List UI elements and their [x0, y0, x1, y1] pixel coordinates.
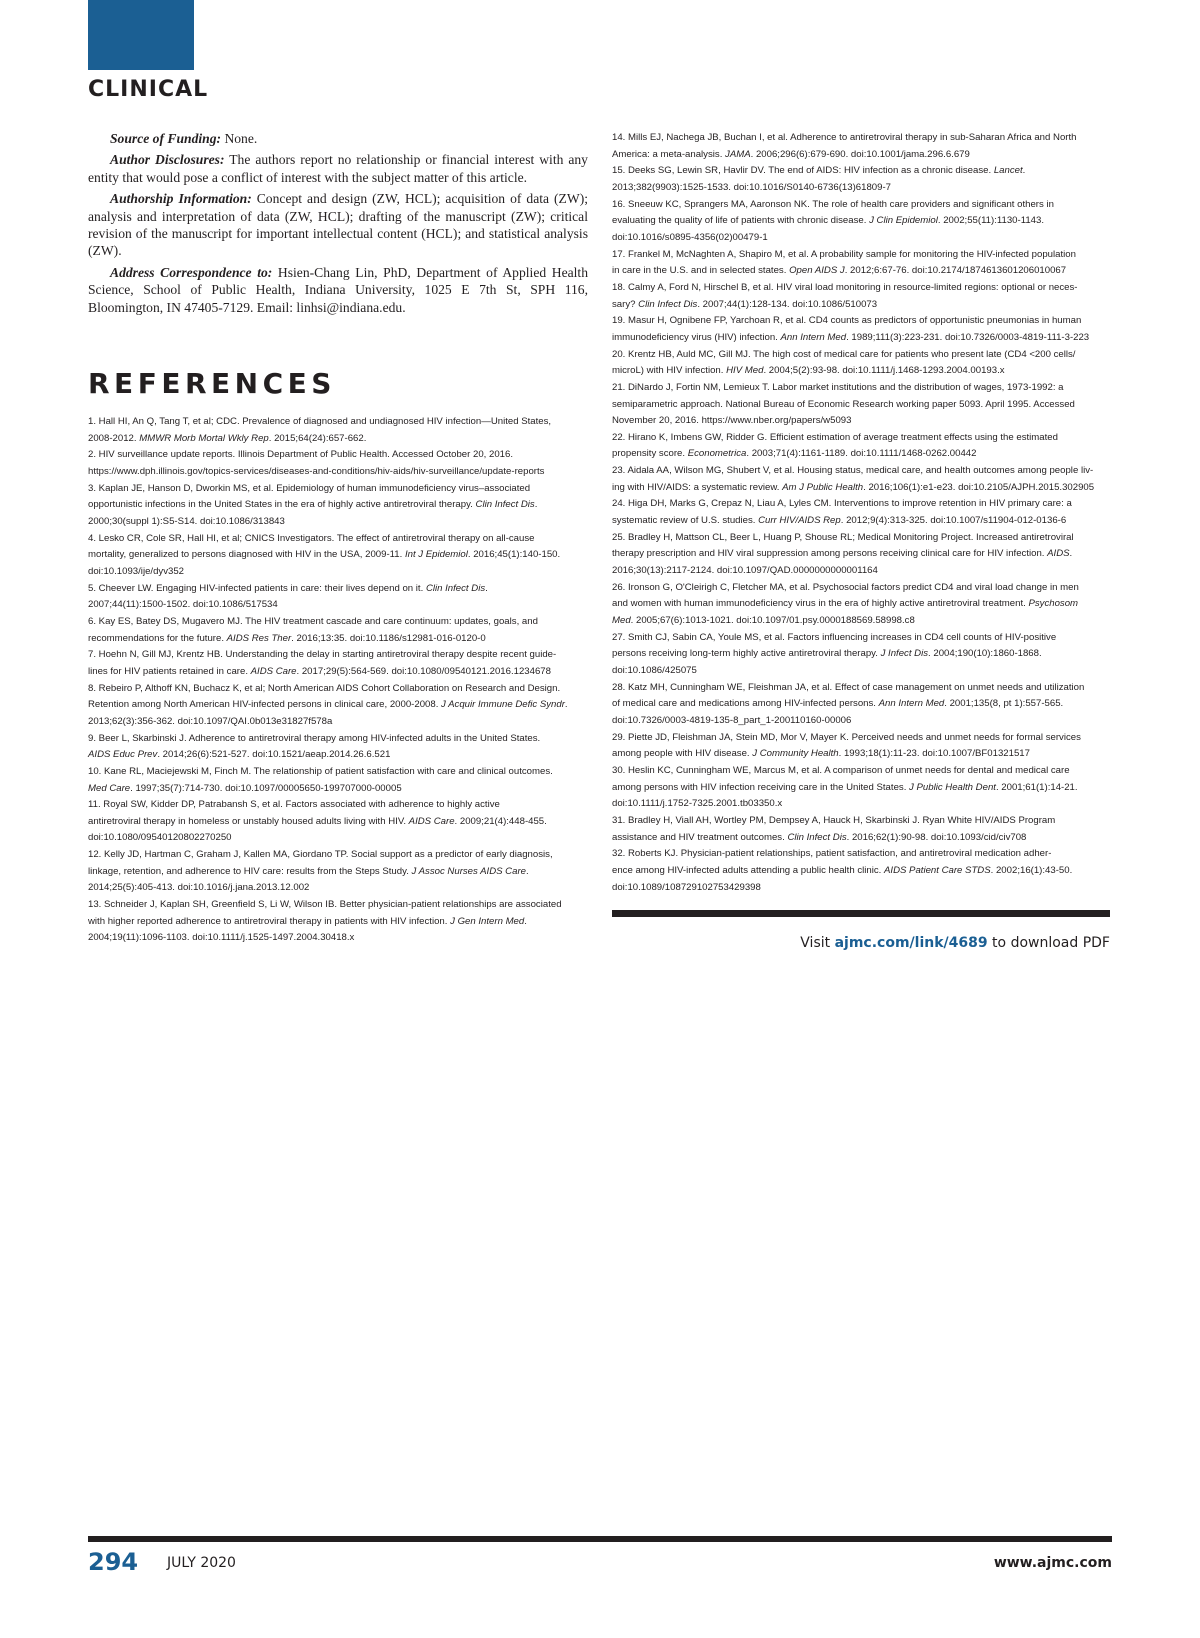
reference-citation: . 2012;9(4):313-325. doi:10.1007/s11904-012-0136-6 [840, 515, 1067, 527]
reference-journal: Am J Public Health [782, 481, 864, 493]
reference-citation: . 2012;6:67-76. doi:10.2174/1874613601206010067 [844, 265, 1067, 277]
reference-citation: . 2014;25(5):405-413. doi:10.1016/j.jana.2013.12.002 [88, 865, 529, 894]
references-list-left [88, 414, 588, 947]
reference-item [612, 313, 1112, 346]
reference-journal: HIV Med [726, 365, 764, 377]
reference-journal: Clin Infect Dis [425, 582, 486, 594]
reference-item [612, 580, 1112, 630]
reference-item [612, 730, 1112, 763]
reference-item [88, 797, 588, 847]
site-url[interactable]: www.ajmc.com [993, 1555, 1112, 1571]
reference-citation: . 2005;67(6):1013-1021. doi:10.1097/01.psy.0000188569.58998.c8 [630, 615, 915, 627]
reference-item [612, 496, 1112, 529]
references-heading: REFERENCES [88, 367, 336, 401]
info-label: Author Disclosures: [110, 152, 225, 168]
references-list-right [612, 130, 1112, 896]
reference-journal: Int J Epidemiol [404, 549, 468, 561]
reference-citation: . 1989;111(3):223-231. doi:10.7326/0003-4819-111-3-223 [846, 331, 1090, 343]
reference-citation: . 2016;106(1):e1-e23. doi:10.2105/AJPH.2015.302905 [863, 481, 1095, 493]
reference-citation: . 2000;30(suppl 1):S5-S14. doi:10.1086/313843 [88, 499, 538, 527]
reference-item [88, 897, 588, 947]
divider-rule [612, 910, 1110, 917]
reference-journal: JAMA [725, 148, 751, 160]
reference-text: 13. Schneider J, Kaplan SH, Greenfield S, Li W, Wilson IB. Better physician-patient relationships are associated with higher reported adherence to antiretroviral therapy in patients with HIV infection. [88, 899, 562, 927]
info-text: Concept and design (ZW, HCL); acquisition of data (ZW); analysis and interpretation of data (ZW, HCL); drafting of the manuscript (ZW); critical revision of the manuscript for important intellectual content (HCL); and statistical analysis (ZW). [88, 191, 588, 259]
reference-text: 26. Ironson G, O'Cleirigh C, Fletcher MA, et al. Psychosocial factors predict CD4 and viral load change in men and women with human immunodeficiency virus in the era of highly active antiretroviral treatment. [612, 581, 1079, 610]
reference-text: 2. HIV surveillance update reports. Illinois Department of Public Health. Accessed October 20, 2016. https://www.dph.illinois.gov/topics-services/diseases-and-conditions/hiv-aids/hiv-surveillance/update-reports [88, 449, 545, 478]
reference-journal: J Assoc Nurses AIDS Care [411, 865, 526, 877]
reference-citation: . 2003;71(4):1161-1189. doi:10.1111/1468-0262.00442 [746, 448, 977, 460]
reference-text: 14. Mills EJ, Nachega JB, Buchan I, et al. Adherence to antiretroviral therapy in sub-Saharan Africa and North America: a meta-analysis. [612, 132, 1077, 160]
reference-text: 11. Royal SW, Kidder DP, Patrabansh S, et al. Factors associated with adherence to highly active antiretroviral therapy in homeless or unstably housed adults living with HIV. [88, 799, 500, 827]
download-link[interactable]: ajmc.com/link/4689 [834, 935, 988, 952]
reference-text: 1. Hall HI, An Q, Tang T, et al; CDC. Prevalence of diagnosed and undiagnosed HIV infection—United States, 2008-2012. [88, 416, 552, 444]
info-paragraph [88, 130, 588, 147]
reference-item [612, 280, 1112, 313]
reference-text: 7. Hoehn N, Gill MJ, Krentz HB. Understanding the delay in starting antiretroviral therapy despite recent guide- lines for HIV patients retained in care. [88, 649, 557, 677]
left-column [88, 130, 588, 947]
reference-citation: . 2004;19(11):1096-1103. doi:10.1111/j.1525-1497.2004.30418.x [88, 915, 527, 944]
reference-item [88, 764, 588, 797]
reference-journal: J Infect Dis [880, 648, 929, 660]
reference-citation: . 2013;382(9903):1525-1533. doi:10.1016/S0140-6736(13)61809-7 [612, 165, 1026, 193]
reference-journal: AIDS Care [408, 815, 455, 827]
reference-text: 17. Frankel M, McNaghten A, Shapiro M, et al. A probability sample for monitoring the HIV-infected population in care in the U.S. and in selected states. [612, 248, 1076, 277]
reference-journal: J Community Health [752, 748, 839, 760]
reference-item [88, 614, 588, 647]
reference-item [612, 347, 1112, 380]
reference-text: 19. Masur H, Ognibene FP, Yarchoan R, et al. CD4 counts as predictors of opportunistic pneumonias in human immunodeficiency virus (HIV) infection. [612, 315, 1082, 343]
reference-citation: . 2016;62(1):90-98. doi:10.1093/cid/civ708 [846, 831, 1027, 843]
reference-journal: AIDS [1047, 548, 1070, 560]
download-suffix: to download PDF [987, 935, 1110, 952]
reference-text: 29. Piette JD, Fleishman JA, Stein MD, Mor V, Mayer K. Perceived needs and unmet needs for formal services among people with HIV disease. [612, 731, 1081, 760]
reference-item [612, 463, 1112, 496]
reference-citation: . 2007;44(1):128-134. doi:10.1086/510073 [697, 298, 878, 310]
info-text: The authors report no relationship or financial interest with any entity that would pose a conflict of interest with the subject matter of this article. [88, 152, 588, 185]
reference-journal: Open AIDS J [789, 265, 845, 277]
reference-item [88, 481, 588, 531]
reference-citation: . 2009;21(4):448-455. doi:10.1080/09540120802270250 [88, 815, 547, 844]
reference-text: 16. Sneeuw KC, Sprangers MA, Aaronson NK. The role of health care providers and significant others in evaluating the quality of life of patients with chronic disease. [612, 198, 1054, 227]
issue-date: JULY 2020 [167, 1555, 236, 1571]
reference-text: 21. DiNardo J, Fortin NM, Lemieux T. Labor market institutions and the distribution of wages, 1973-1992: a semiparametric approach. National Bureau of Economic Research working paper 5093. April 1995. Accessed November 20, 2016. https://www.nber.org/papers/w5093 [612, 381, 1075, 427]
reference-text: 4. Lesko CR, Cole SR, Hall HI, et al; CNICS Investigators. The effect of antiretroviral therapy on all-cause mortality, generalized to persons diagnosed with HIV in the USA, 2009-11. [88, 532, 535, 561]
reference-item [612, 430, 1112, 463]
reference-item [88, 531, 588, 581]
reference-item [612, 130, 1112, 163]
reference-text: 3. Kaplan JE, Hanson D, Dworkin MS, et al. Epidemiology of human immunodeficiency virus–associated opportunistic infections in the United States in the era of highly active antiretroviral therapy. [88, 482, 531, 511]
reference-item [612, 813, 1112, 846]
info-paragraph [88, 190, 588, 260]
reference-citation: . 2007;44(11):1500-1502. doi:10.1086/517534 [88, 582, 488, 611]
reference-item [88, 847, 588, 897]
info-text: Hsien-Chang Lin, PhD, Department of Applied Health Science, School of Public Health, Indiana University, 1025 E 7th St, SPH 116, Bloomington, IN 47405-7129. Email: linhsi@indiana.edu. [88, 264, 589, 315]
info-label: Authorship Information: [110, 191, 252, 207]
reference-text: 31. Bradley H, Viall AH, Wortley PM, Dempsey A, Hauck H, Skarbinski J. Ryan White HIV/AIDS Program assistance and HIV treatment outcomes. [612, 814, 1056, 843]
info-label: Address Correspondence to: [110, 264, 273, 280]
reference-text: 22. Hirano K, Imbens GW, Ridder G. Efficient estimation of average treatment effects using the estimated propensity score. [612, 431, 1058, 460]
info-label: Source of Funding: [110, 131, 222, 146]
reference-journal: AIDS Care [250, 665, 297, 677]
info-paragraph [88, 151, 588, 186]
reference-item [88, 414, 588, 447]
footer-rule [88, 1536, 1112, 1542]
reference-journal: Ann Intern Med [878, 698, 945, 710]
reference-item [612, 630, 1112, 680]
reference-item [88, 731, 588, 764]
reference-citation: . 2014;26(6):521-527. doi:10.1521/aeap.2014.26.6.521 [157, 749, 391, 761]
download-pdf-line [612, 935, 1110, 951]
reference-journal: J Acquir Immune Defic Syndr [441, 699, 565, 711]
reference-journal: Clin Infect Dis [475, 499, 535, 511]
reference-item [612, 763, 1112, 813]
reference-citation: . 2001;61(1):14-21. doi:10.1111/j.1752-7325.2001.tb03350.x [612, 781, 1078, 810]
page-number: 294 [88, 1548, 139, 1576]
reference-journal: Econometrica [687, 448, 747, 460]
reference-text: 23. Aidala AA, Wilson MG, Shubert V, et al. Housing status, medical care, and health outcomes among people liv- ing with HIV/AIDS: a systematic review. [612, 465, 1094, 493]
reference-citation: . 1997;35(7):714-730. doi:10.1097/00005650-199707000-00005 [130, 782, 402, 794]
article-info [88, 130, 588, 316]
reference-citation: . 2001;135(8, pt 1):557-565. doi:10.7326/0003-4819-135-8_part_1-200110160-00006 [612, 698, 1064, 726]
info-paragraph [88, 264, 588, 316]
info-text: None. [221, 131, 258, 146]
reference-journal: Clin Infect Dis [787, 831, 847, 843]
reference-citation: . 2016;13:35. doi:10.1186/s12981-016-0120-0 [291, 632, 486, 644]
reference-journal: AIDS Patient Care STDS [884, 864, 991, 876]
reference-text: 25. Bradley H, Mattson CL, Beer L, Huang P, Shouse RL; Medical Monitoring Project. Increased antiretroviral therapy prescription and HIV viral suppression among persons receiving clinical care for HIV infection. [612, 531, 1074, 560]
reference-citation: . 2002;16(1):43-50. doi:10.1089/108729102753429398 [612, 864, 1073, 893]
reference-citation: . 2016;30(13):2117-2124. doi:10.1097/QAD.0000000000001164 [612, 548, 1073, 577]
reference-citation: . 2016;45(1):140-150. doi:10.1093/ije/dyv352 [88, 549, 561, 577]
reference-item [612, 197, 1112, 247]
reference-journal: J Gen Intern Med [450, 915, 525, 927]
reference-journal: Clin Infect Dis [638, 298, 698, 310]
reference-journal: Lancet [993, 165, 1023, 177]
reference-text: 27. Smith CJ, Sabin CA, Youle MS, et al. Factors influencing increases in CD4 cell counts of HIV-positive persons receiving long-term highly active antiretroviral therapy. [612, 631, 1057, 660]
reference-text: 32. Roberts KJ. Physician-patient relationships, patient satisfaction, and antiretroviral medication adher- ence among HIV-infected adults attending a public health clinic. [612, 848, 1052, 876]
reference-text: 30. Heslin KC, Cunningham WE, Marcus M, et al. A comparison of unmet needs for dental and medical care among persons with HIV infection receiving care in the United States. [612, 764, 1070, 793]
reference-text: 9. Beer L, Skarbinski J. Adherence to antiretroviral therapy among HIV-infected adults in the United States. [88, 732, 541, 744]
reference-journal: AIDS Educ Prev [88, 749, 158, 761]
reference-item [612, 163, 1112, 196]
reference-text: 20. Krentz HB, Auld MC, Gill MJ. The high cost of medical care for patients who present late (CD4 <200 cells/ microL) with HIV infection. [612, 348, 1076, 377]
reference-citation: . 2015;64(24):657-662. [268, 432, 367, 444]
reference-item [612, 680, 1112, 730]
reference-journal: Med Care [88, 782, 131, 794]
reference-item [612, 380, 1112, 430]
reference-journal: Ann Intern Med [780, 331, 847, 343]
reference-text: 15. Deeks SG, Lewin SR, Havlir DV. The end of AIDS: HIV infection as a chronic disease. [612, 165, 994, 177]
reference-item [612, 530, 1112, 580]
right-column [612, 130, 1112, 951]
reference-journal: MMWR Morb Mortal Wkly Rep [139, 432, 269, 444]
reference-citation: . 2004;190(10):1860-1868. doi:10.1086/425075 [612, 648, 1042, 676]
reference-citation: . 1993;18(1):11-23. doi:10.1007/BF01321517 [838, 748, 1030, 760]
reference-citation: . 2013;62(3):356-362. doi:10.1097/QAI.0b013e31827f578a [88, 699, 568, 727]
reference-text: 28. Katz MH, Cunningham WE, Fleishman JA, et al. Effect of case management on unmet needs and utilization of medical care and medications among HIV-infected persons. [612, 681, 1085, 710]
reference-journal: Psychosom Med [612, 598, 1079, 627]
reference-text: 5. Cheever LW. Engaging HIV-infected patients in care: their lives depend on it. [88, 582, 426, 594]
reference-journal: J Clin Epidemiol [869, 215, 938, 227]
reference-item [612, 247, 1112, 280]
reference-item [88, 581, 588, 614]
reference-text: 10. Kane RL, Maciejewski M, Finch M. The relationship of patient satisfaction with care and clinical outcomes. [88, 765, 553, 777]
reference-item [88, 647, 588, 680]
reference-text: 8. Rebeiro P, Althoff KN, Buchacz K, et al; North American AIDS Cohort Collaboration on Research and Design. Retention among North American HIV-infected persons in clinical care, 2000-2008. [88, 682, 561, 711]
brand-color-block [88, 0, 194, 70]
reference-text: 6. Kay ES, Batey DS, Mugavero MJ. The HIV treatment cascade and care continuum: updates, goals, and recommendations for the future. [88, 615, 538, 644]
reference-item [88, 447, 588, 480]
reference-item [88, 681, 588, 731]
section-label: CLINICAL [88, 77, 209, 102]
reference-journal: AIDS Res Ther [226, 632, 292, 644]
reference-item [612, 846, 1112, 896]
download-prefix: Visit [800, 935, 835, 952]
reference-journal: J Public Health Dent [909, 781, 996, 793]
reference-journal: Curr HIV/AIDS Rep [758, 515, 841, 527]
reference-citation: . 2002;55(11):1130-1143. doi:10.1016/s0895-4356(02)00479-1 [612, 215, 1045, 243]
reference-citation: . 2006;296(6):679-690. doi:10.1001/jama.296.6.679 [750, 148, 970, 160]
reference-text: 18. Calmy A, Ford N, Hirschel B, et al. HIV viral load monitoring in resource-limited regions: optional or neces- sary? [612, 281, 1078, 310]
reference-text: 12. Kelly JD, Hartman C, Graham J, Kallen MA, Giordano TP. Social support as a predictor of early diagnosis, linkage, retention, and adherence to HIV care: results from the Steps Study. [88, 849, 553, 877]
reference-citation: . 2004;5(2):93-98. doi:10.1111/j.1468-1293.2004.00193.x [763, 365, 1005, 377]
reference-citation: . 2017;29(5):564-569. doi:10.1080/09540121.2016.1234678 [296, 665, 551, 677]
reference-text: 24. Higa DH, Marks G, Crepaz N, Liau A, Lyles CM. Interventions to improve retention in HIV primary care: a systematic review of U.S. studies. [612, 498, 1072, 527]
